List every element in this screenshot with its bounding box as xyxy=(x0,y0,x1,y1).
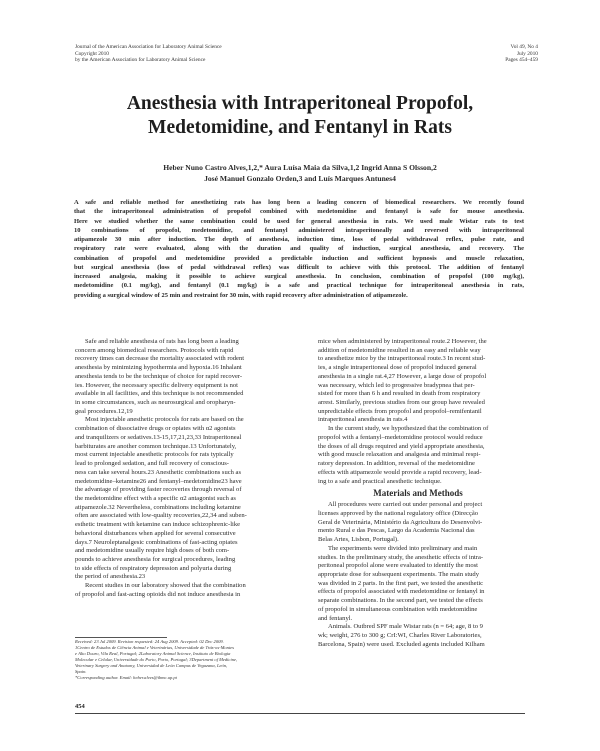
body-column-right xyxy=(318,338,518,649)
text-line: propofol with a fentanyl–medetomidine protocol would reduce xyxy=(318,433,483,441)
journal-header-right xyxy=(418,44,538,64)
abstract-line: but surgical anesthesia (loss of pedal withdrawal reflex) was difficult to achieve with this protocol. The addition of fentanyl xyxy=(74,263,524,271)
footnote-line: Spain. xyxy=(75,668,87,674)
issue-date: July 2010 xyxy=(516,50,538,57)
abstract-line: respiratory rate were evaluated, along with the duration and quality of induction, surgical anesthesia, and recovery. The xyxy=(74,245,524,253)
text-line: of propofol and fast-acting opioids did not induce anesthesia in xyxy=(75,590,241,598)
text-line: the advantage of providing faster recoveries through reversal of xyxy=(75,486,242,494)
abstract xyxy=(74,198,524,300)
text-line: medetomidine–ketamine26 and fentanyl–medetomidine23 have xyxy=(75,477,242,485)
text-line: licenses approved by the national regulatory office (Direcção xyxy=(318,509,479,517)
text-line: of propofol in simultaneous combination with medetomidine xyxy=(318,605,478,613)
text-line: ing to a safe and practical anesthetic technique. xyxy=(318,477,442,485)
text-line: and fentanyl. xyxy=(318,614,353,622)
text-line: anesthesia by minimizing hypothermia and hypoxia.16 Inhalant xyxy=(75,364,242,372)
text-line: pounds to achieve anesthesia for surgical procedures, leading xyxy=(75,555,236,563)
abstract-line: Here we studied whether the same combination could be used for general anesthesia in rats. We used male Wistar rats to test xyxy=(74,217,524,225)
text-line: esthetic treatment with ketamine can induce schizophrenic-like xyxy=(75,521,241,529)
text-line: In the current study, we hypothesized that the combination of xyxy=(328,425,489,433)
text-line: peritoneal propofol alone were evaluated to identify the most xyxy=(318,562,478,570)
title-line: Anesthesia with Intraperitoneal Propofol, xyxy=(126,93,474,114)
text-line: concern among biomedical researchers. Protocols with rapid xyxy=(75,346,234,354)
text-line: ness can take several hours.23 Anesthetic combinations such as xyxy=(75,468,241,476)
text-line: and medetomidine usually require high doses of both com- xyxy=(75,547,230,555)
footnote-line: Molecular e Celular, Universidade do Porto, Porto, Portugal; 3Department of Medicine, xyxy=(75,656,238,662)
abstract-line: atipamezole 30 min after induction. The depth of anesthesia, induction time, loss of pedal withdrawal reflex, pulse rate, and xyxy=(74,236,524,243)
text-line: was divided in 2 parts. In the first part, we tested the anesthetic xyxy=(318,579,484,587)
text-line: effects with atipamezole would provide a rapid recovery, lead- xyxy=(318,468,482,476)
abstract-line: medetomidine (0.1 mg/kg), and fentanyl (0.1 mg/kg) is a safe and practical technique for intraperitoneal anesthesia in rats, xyxy=(74,282,524,290)
author-line: Heber Nuno Castro Alves,1,2,* Aura Luísa Maia da Silva,1,2 Ingrid Anna S Olsson,2 xyxy=(163,163,437,172)
text-line: Belas Artes, Lisbon, Portugal). xyxy=(318,536,399,544)
abstract-line: that the intraperitoneal administration of propofol combined with medetomidine and fentanyl is safe for mouse anesthesia. xyxy=(74,208,524,216)
journal-name: Journal of the American Association for Laboratory Animal Science xyxy=(75,44,222,50)
text-line: anesthesia tends to be the technique of choice for rapid recover- xyxy=(75,372,243,380)
section-heading: Materials and Methods xyxy=(373,488,463,499)
abstract-line: 10 combinations of propofol, medetomidine, and fentanyl administered intraperitoneally and reversed with intraperitoneal xyxy=(74,226,524,234)
footnote-rule xyxy=(75,637,167,638)
page-bottom-rule xyxy=(75,713,525,714)
text-line: behavioral disturbances when applied for several consecutive xyxy=(75,529,236,537)
text-line: recovery times can decrease the mortality associated with rodent xyxy=(75,355,245,363)
text-line: mento Rural e das Pescas, Largo da Academia Nacional das xyxy=(318,527,475,535)
text-line: effects of propofol associated with medetomidine or fentanyl in xyxy=(318,588,485,596)
text-line: geal procedures.12,19 xyxy=(75,407,133,415)
methods-text xyxy=(318,501,518,649)
author-list xyxy=(90,163,510,184)
journal-header-left xyxy=(75,44,375,64)
text-line: ies. However, the necessary specific delivery equipment is not xyxy=(75,381,238,389)
text-line: Safe and reliable anesthesia of rats has long been a leading xyxy=(85,338,239,345)
text-line: anesthesia in a single rat.4,27 However, a large dose of propofol xyxy=(318,372,487,380)
text-line: separate combinations. In the second part, we tested the effects xyxy=(318,597,483,605)
text-line: the doses of all drugs required and yield appropriate anesthesia, xyxy=(318,442,485,450)
text-line: ratory depression. In addition, reversal of the medetomidine xyxy=(318,460,475,468)
abstract-line: providing a surgical window of 25 min and restraint for 30 min, with rapid recovery after administration of atipamezole. xyxy=(74,291,408,299)
text-line: All procedures were carried out under personal and project xyxy=(328,501,483,509)
text-line: Geral de Veterinária, Ministério da Agricultura do Desenvolvi- xyxy=(318,518,483,526)
text-line: often are associated with low-quality recoveries,22,34 and suben- xyxy=(75,512,247,520)
text-line: the medetomidine effect with a specific α2 antagonist such as xyxy=(75,494,236,502)
text-line: Recent studies in our laboratory showed that the combination xyxy=(85,582,246,590)
text-line: was necessary, which led to progressive bradypnea that per- xyxy=(318,381,475,389)
text-line: the period of anesthesia.23 xyxy=(75,573,146,581)
text-line: and tranquilizers or sedatives.13-15,17,21,23,33 Intraperitoneal xyxy=(75,433,242,441)
introduction-continued xyxy=(318,338,518,486)
abstract-line: combination of propofol and medetomidine provided a predictable induction and sufficient hypnosis and muscle relaxation, xyxy=(74,254,524,262)
footnote-line: e Alto Douro, Vila Real, Portugal; 2Laboratory Animal Science, Instituto de Biologia xyxy=(75,650,231,656)
abstract-line: increased analgesia, making it possible to achieve surgical anesthesia. In conclusion, combination of propofol (100 mg/kg), xyxy=(74,273,524,280)
text-line: appropriate dose for subsequent experiments. The main study xyxy=(318,570,479,578)
copyright-line: Copyright 2010 xyxy=(75,50,109,57)
text-line: unpredictable effects from propofol and propofol–remifentanil xyxy=(318,407,482,415)
text-line: mice when administered by intraperitoneal route.2 However, the xyxy=(318,338,487,345)
text-line: Barcelona, Spain) were used. Excluded agents included Kilham xyxy=(318,640,485,648)
volume-issue: Vol 49, No 4 xyxy=(510,44,538,50)
footnote-line: Received: 23 Jul 2009. Revision requested: 24 Aug 2009. Accepted: 02 Dec 2009. xyxy=(75,639,224,644)
text-line: studies. In the preliminary study, the anesthetic effects of intra- xyxy=(318,553,484,561)
body-column-left xyxy=(75,338,275,600)
publisher-line: by the American Association for Laboratory Animal Science xyxy=(75,57,206,64)
abstract-line: A safe and reliable method for anesthetizing rats has long been a leading concern of biomedical researchers. We recently found xyxy=(74,199,524,206)
text-line: atipamezole.32 Nevertheless, combinations including ketamine xyxy=(75,503,241,511)
text-line: sisted for more than 6 h and resulted in death from respiratory xyxy=(318,390,481,398)
footnote-line: *Corresponding author. Email: heber.alves@ibmc.up.pt xyxy=(75,674,177,680)
text-line: combination of dissociative drugs or opiates with α2 agonists xyxy=(75,425,236,433)
text-line: in some circumstances, such as neurosurgical and oropharyn- xyxy=(75,399,236,407)
text-line: most current injectable anesthetic protocols for rats typically xyxy=(75,451,234,459)
author-line: José Manuel Gonzalo Orden,3 and Luís Marques Antunes4 xyxy=(204,173,396,183)
text-line: with good muscle relaxation and analgesia and minimal respi- xyxy=(318,451,481,459)
text-line: ies, a single intraperitoneal dose of propofol induced general xyxy=(318,364,477,372)
page-range: Pages 454–459 xyxy=(505,57,538,64)
page-number: 454 xyxy=(75,703,85,710)
text-line: addition of medetomidine resulted in an easy and reliable way xyxy=(318,346,481,354)
footnotes xyxy=(75,639,285,681)
text-line: days.7 Neuroleptanalgesic combinations of fast-acting opiates xyxy=(75,538,238,546)
text-line: Animals. Outbred SPF male Wistar rats (n = 64; age, 8 to 9 xyxy=(328,623,483,631)
title-line: Medetomidine, and Fentanyl in Rats xyxy=(148,117,452,138)
text-line: lead to prolonged sedation, and full recovery of conscious- xyxy=(75,460,229,468)
text-line: Most injectable anesthetic protocols for rats are based on the xyxy=(85,416,244,424)
text-line: barbiturates are another common technique.13 Unfortunately, xyxy=(75,442,237,450)
text-line: arrest. Similarly, previous studies from our group have revealed xyxy=(318,399,485,407)
footnote-line: 1Centro de Estudos de Ciência Animal e Veterinárias, Universidade de Trás-os-Montes xyxy=(75,644,234,650)
text-line: available in all facilities, and this technique is not recommended xyxy=(75,390,244,398)
text-line: to side effects of respiratory depression and polyuria during xyxy=(75,564,232,572)
text-line: to anesthetize mice by the intraperitoneal route.3 In recent stud- xyxy=(318,355,486,363)
text-line: intraperitoneal anesthesia in rats.4 xyxy=(318,416,408,424)
text-line: The experiments were divided into preliminary and main xyxy=(328,544,478,552)
text-line: wk; weight, 276 to 300 g; CrI:WI, Charles River Laboratories, xyxy=(318,632,482,639)
article-title xyxy=(60,92,540,140)
footnote-line: Veterinary Surgery and Anatomy, Universidad de León Campus de Vegazana, León, xyxy=(75,662,228,668)
